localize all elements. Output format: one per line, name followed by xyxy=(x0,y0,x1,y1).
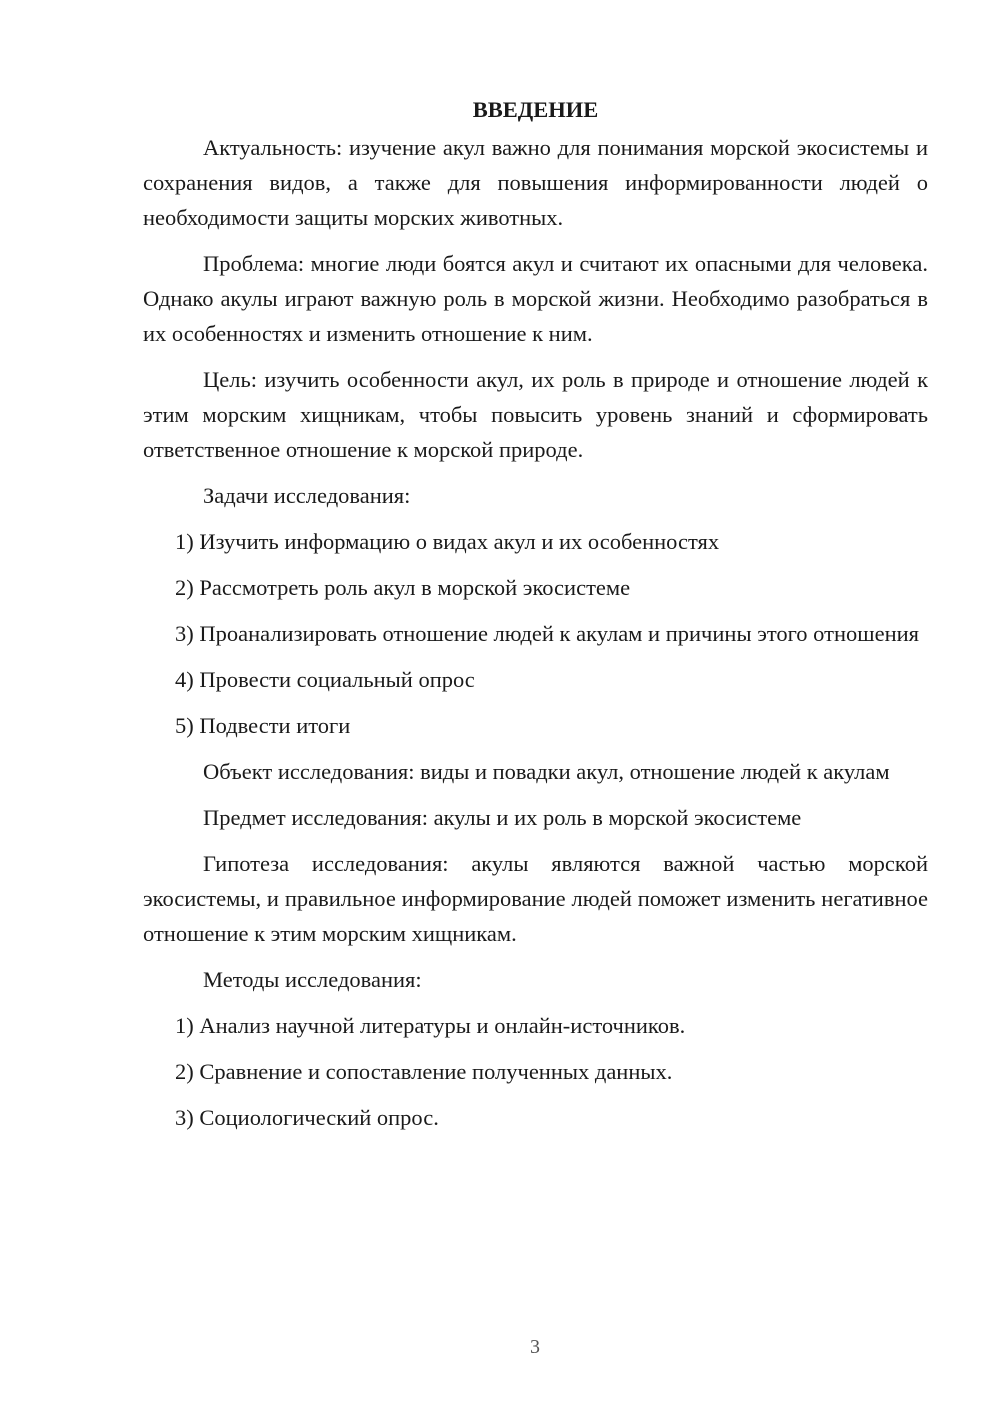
methods-heading: Методы исследования: xyxy=(203,967,422,992)
paragraph-problem: Проблема: многие люди боятся акул и считают их опасными для человека. Однако акулы играют важную роль в морской жизни. Необходимо разобраться в их особенностях и изменить отношение к ним. xyxy=(143,251,928,346)
task-item: 5) Подвести итоги xyxy=(175,713,351,738)
task-item: 2) Рассмотреть роль акул в морской экосистеме xyxy=(175,575,631,600)
tasks-heading: Задачи исследования: xyxy=(203,483,411,508)
method-item: 2) Сравнение и сопоставление полученных данных. xyxy=(175,1059,673,1084)
section-title: ВВЕДЕНИЕ xyxy=(472,97,599,122)
paragraph-relevance: Актуальность: изучение акул важно для понимания морской экосистемы и сохранения видов, а также для повышения информированности людей о необходимости защиты морских животных. xyxy=(143,135,928,230)
task-item: 4) Провести социальный опрос xyxy=(175,667,475,692)
paragraph-subject: Предмет исследования: акулы и их роль в морской экосистеме xyxy=(203,805,802,830)
task-item: 1) Изучить информацию о видах акул и их особенностях xyxy=(175,529,720,554)
paragraph-object: Объект исследования: виды и повадки акул, отношение людей к акулам xyxy=(203,759,890,784)
method-item: 3) Социологический опрос. xyxy=(175,1105,439,1130)
page-number: 3 xyxy=(530,1336,540,1358)
paragraph-hypothesis: Гипотеза исследования: акулы являются важной частью морской экосистемы, и правильное информирование людей поможет изменить негативное отношение к этим морским хищникам. xyxy=(143,851,928,946)
method-item: 1) Анализ научной литературы и онлайн-источников. xyxy=(175,1013,686,1038)
paragraph-goal: Цель: изучить особенности акул, их роль в природе и отношение людей к этим морским хищникам, чтобы повысить уровень знаний и сформировать ответственное отношение к морской природе. xyxy=(143,367,928,462)
page-content xyxy=(143,92,928,1146)
task-item: 3) Проанализировать отношение людей к акулам и причины этого отношения xyxy=(175,621,919,646)
